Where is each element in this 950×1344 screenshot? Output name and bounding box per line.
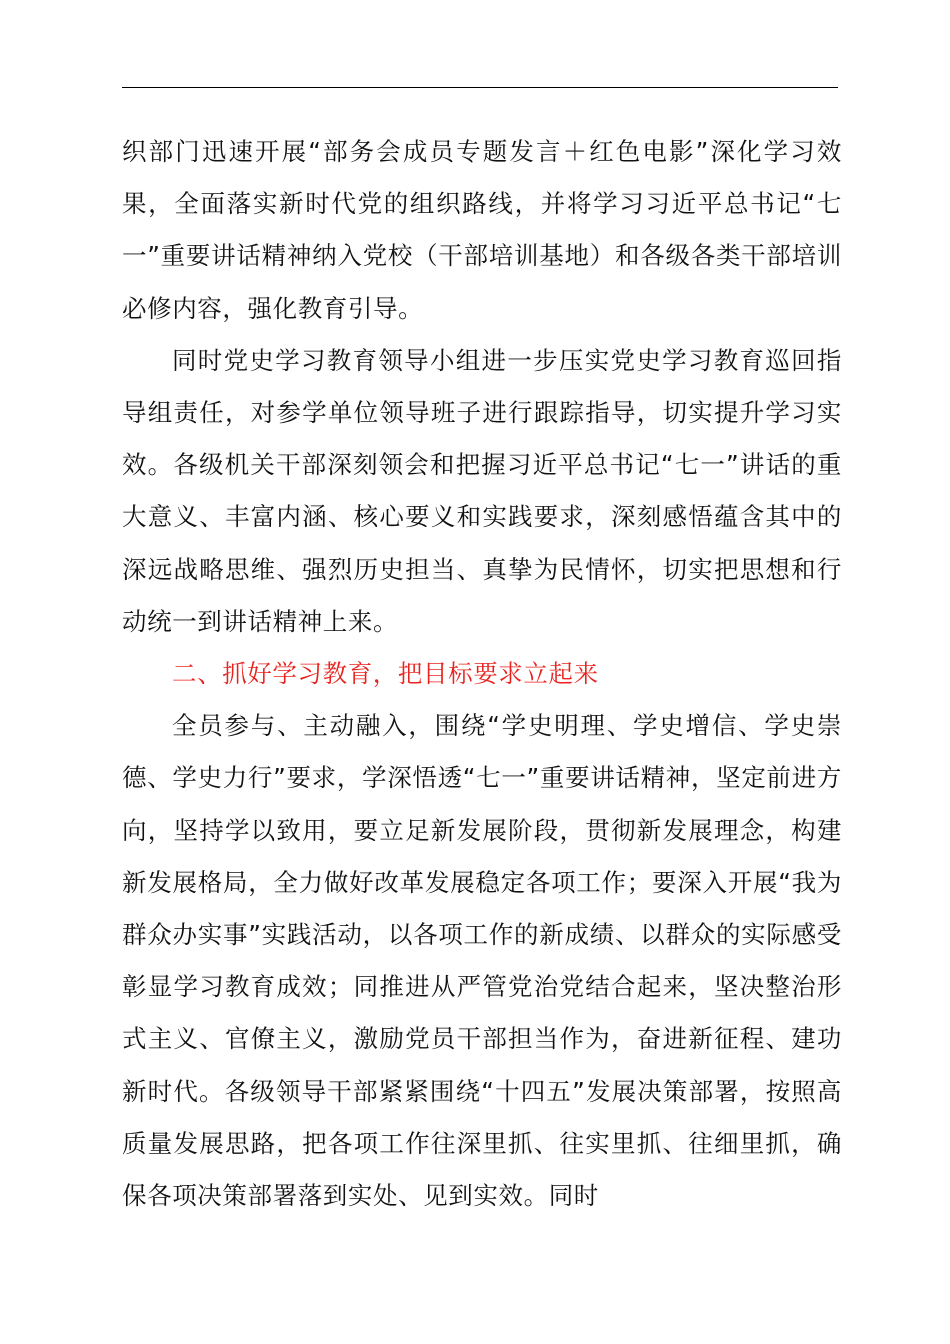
document-body — [122, 126, 842, 1222]
paragraph-inspection-groups: 同时党史学习教育领导小组进一步压实党史学习教育巡回指导组责任，对参学单位领导班子进行跟踪指导，切实提升学习实效。各级机关干部深刻领会和把握习近平总书记“七一”讲话的重大意义、丰富内涵、核心要义和实践要求，深刻感悟蕴含其中的深远战略思维、强烈历史担当、真挚为民情怀，切实把思想和行动统一到讲话精神上来。 — [122, 345, 842, 636]
section-heading: 二、抓好学习教育，把目标要求立起来 — [172, 659, 599, 689]
header-rule — [122, 87, 838, 88]
paragraph-continuation: 织部门迅速开展“部务会成员专题发言＋红色电影”深化学习效果，全面落实新时代党的组织路线，并将学习习近平总书记“七一”重要讲话精神纳入党校（干部培训基地）和各级各类干部培训必修内容，强化教育引导。 — [122, 137, 842, 323]
paragraph-full-participation: 全员参与、主动融入，围绕“学史明理、学史增信、学史崇德、学史力行”要求，学深悟透“七一”重要讲话精神，坚定前进方向，坚持学以致用，要立足新发展阶段，贯彻新发展理念，构建新发展格局，全力做好改革发展稳定各项工作；要深入开展“我为群众办实事”实践活动，以各项工作的新成绩、以群众的实际感受彰显学习教育成效；同推进从严管党治党结合起来，坚决整治形式主义、官僚主义，激励党员干部担当作为，奋进新征程、建功新时代。各级领导干部紧紧围绕“十四五”发展决策部署，按照高质量发展思路，把各项工作往深里抓、往实里抓、往细里抓，确保各项决策部署落到实处、见到实效。同时 — [122, 711, 842, 1211]
